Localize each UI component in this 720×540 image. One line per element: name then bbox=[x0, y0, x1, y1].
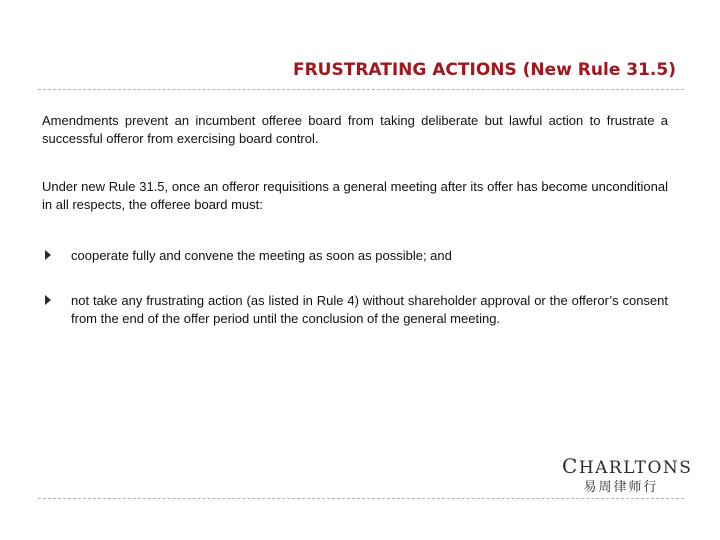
bullet-item bbox=[42, 247, 668, 265]
bullet-item bbox=[42, 292, 668, 328]
triangle-right-icon bbox=[45, 250, 51, 260]
bottom-divider bbox=[38, 498, 684, 499]
intro-paragraph: Amendments prevent an incumbent offeree board from taking deliberate but lawful action to frustrate a successful offeror from exercising board control. bbox=[42, 113, 668, 146]
slide-body bbox=[42, 112, 668, 328]
bullet-text: not take any frustrating action (as listed in Rule 4) without shareholder approval or the offeror’s consent from the end of the offer period until the conclusion of the general meeting. bbox=[71, 293, 668, 326]
charltons-logo bbox=[562, 454, 693, 496]
logo-chinese-name: 易周律师行 bbox=[583, 480, 659, 495]
triangle-right-icon bbox=[45, 295, 51, 305]
rule-paragraph: Under new Rule 31.5, once an offeror requisitions a general meeting after its offer has become unconditional in all respects, the offeree board must: bbox=[42, 179, 668, 212]
logo-wordmark: CHARLTONS bbox=[562, 454, 693, 478]
slide-title: FRUSTRATING ACTIONS (New Rule 31.5) bbox=[292, 60, 676, 80]
top-divider bbox=[38, 89, 684, 90]
bullet-list bbox=[42, 247, 668, 328]
bullet-text: cooperate fully and convene the meeting as soon as possible; and bbox=[71, 248, 452, 263]
